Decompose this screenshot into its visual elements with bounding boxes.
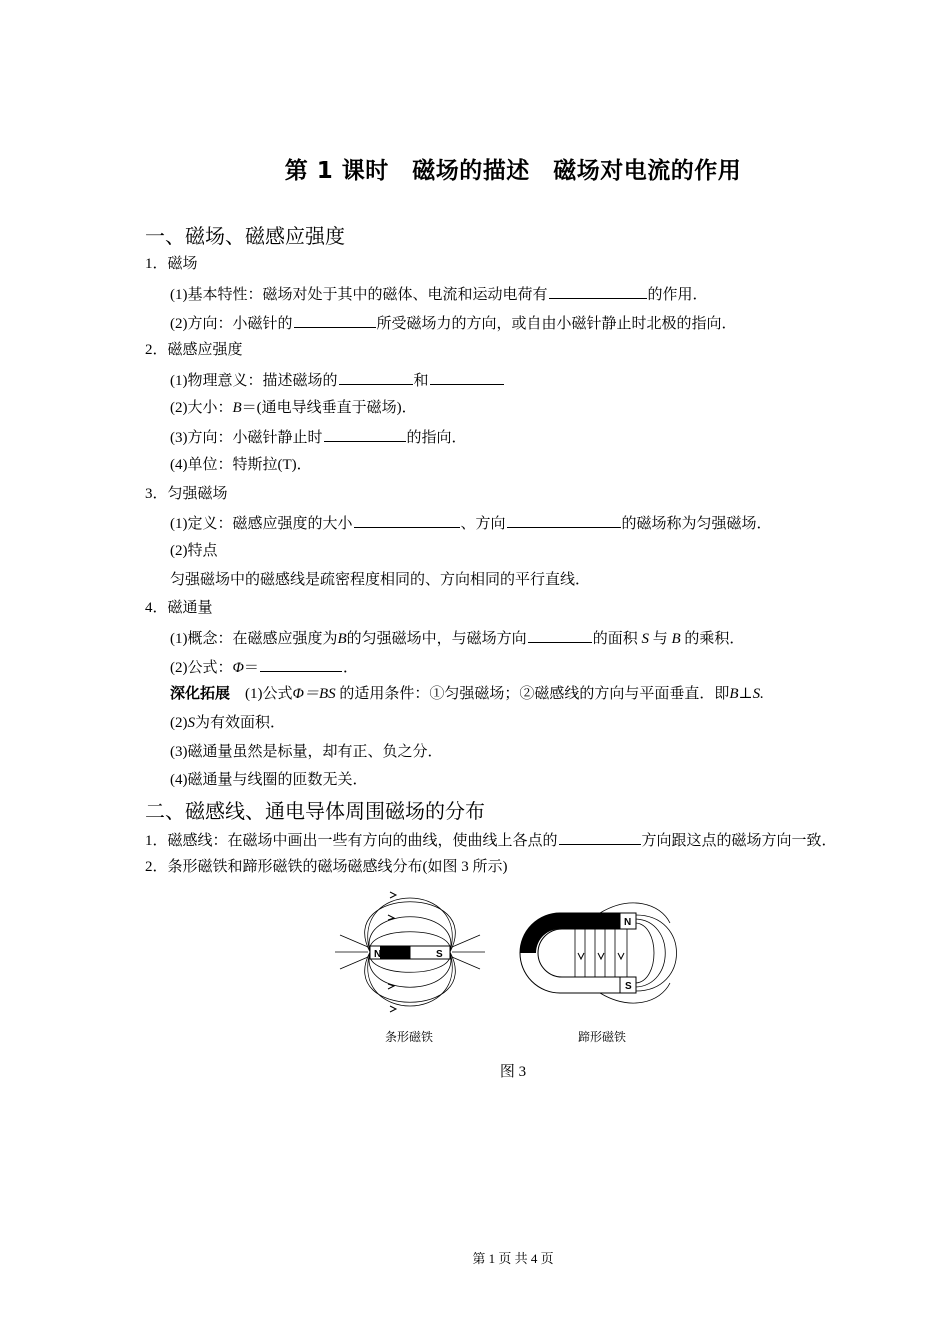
page-footer: 第 1 页 共 4 页 <box>472 1251 554 1266</box>
magnet-field-figure <box>330 885 690 1055</box>
horseshoe-n-pole: N <box>624 917 632 928</box>
section-heading-1: 一、磁场、磁感应强度 <box>145 224 345 248</box>
bar-s-pole: S <box>436 949 443 960</box>
fill-blank <box>528 627 592 643</box>
fill-blank <box>354 512 460 528</box>
text-line: 深化拓展 (1)公式Φ＝BS 的适用条件：①匀强磁场；②磁感线的方向与平面垂直．即B⊥S. <box>170 686 764 702</box>
subsection-title-flux: 4．磁通量 <box>145 600 213 616</box>
extension-label: 深化拓展 <box>170 686 231 702</box>
subsection-title-induction: 2．磁感应强度 <box>145 342 243 358</box>
text-line: (2)特点 <box>170 543 218 559</box>
bar-n-pole: N <box>374 949 382 960</box>
text-line: 2．条形磁铁和蹄形磁铁的磁场磁感线分布(如图 3 所示) <box>145 859 508 875</box>
page-title: 第 1 课时 磁场的描述 磁场对电流的作用 <box>284 158 742 184</box>
bar-magnet <box>370 946 450 960</box>
fill-blank <box>559 829 641 845</box>
text-line: (1)基本特性：磁场对处于其中的磁体、电流和运动电荷有 的作用． <box>170 283 708 305</box>
text-line: (4)磁通量与线圈的匝数无关． <box>170 772 368 788</box>
text-line: (2)公式：Φ＝ ． <box>170 656 358 678</box>
text-line: (3)磁通量虽然是标量，却有正、负之分． <box>170 744 443 760</box>
fill-blank <box>507 512 621 528</box>
bar-magnet-label: 条形磁铁 <box>385 1030 434 1044</box>
fill-blank <box>339 369 413 385</box>
text-line: (2)方向：小磁针的 所受磁场力的方向，或自由小磁针静止时北极的指向． <box>170 312 737 334</box>
horseshoe-s-pole: S <box>625 981 632 992</box>
text-line: (2)大小：B＝(通电导线垂直于磁场)． <box>170 400 417 416</box>
figure-caption: 图 3 <box>499 1064 527 1080</box>
fill-blank <box>260 656 342 672</box>
horseshoe-magnet-label: 蹄形磁铁 <box>578 1030 627 1044</box>
subsection-title-uniform-field: 3．匀强磁场 <box>145 486 228 502</box>
text-line: 1．磁感线：在磁场中画出一些有方向的曲线，使曲线上各点的 方向跟这点的磁场方向一致． <box>145 829 837 851</box>
section-heading-2: 二、磁感线、通电导体周围磁场的分布 <box>145 799 485 823</box>
text-line: (1)定义：磁感应强度的大小 、方向 的磁场称为匀强磁场． <box>170 512 772 534</box>
text-line: (1)概念：在磁感应强度为B的匀强磁场中，与磁场方向 的面积 S 与 B 的乘积． <box>170 627 744 649</box>
fill-blank <box>430 369 504 385</box>
subsection-title-magnetic-field: 1．磁场 <box>145 256 198 272</box>
text-line: (1)物理意义：描述磁场的 和 <box>170 369 505 391</box>
fill-blank <box>324 426 406 442</box>
text-line: 匀强磁场中的磁感线是疏密程度相同的、方向相同的平行直线． <box>170 572 591 588</box>
text-line: (4)单位：特斯拉(T)． <box>170 457 312 473</box>
fill-blank <box>549 283 647 299</box>
fill-blank <box>294 312 376 328</box>
text-line: (2)S为有效面积． <box>170 715 286 731</box>
text-line: (3)方向：小磁针静止时 的指向． <box>170 426 467 448</box>
